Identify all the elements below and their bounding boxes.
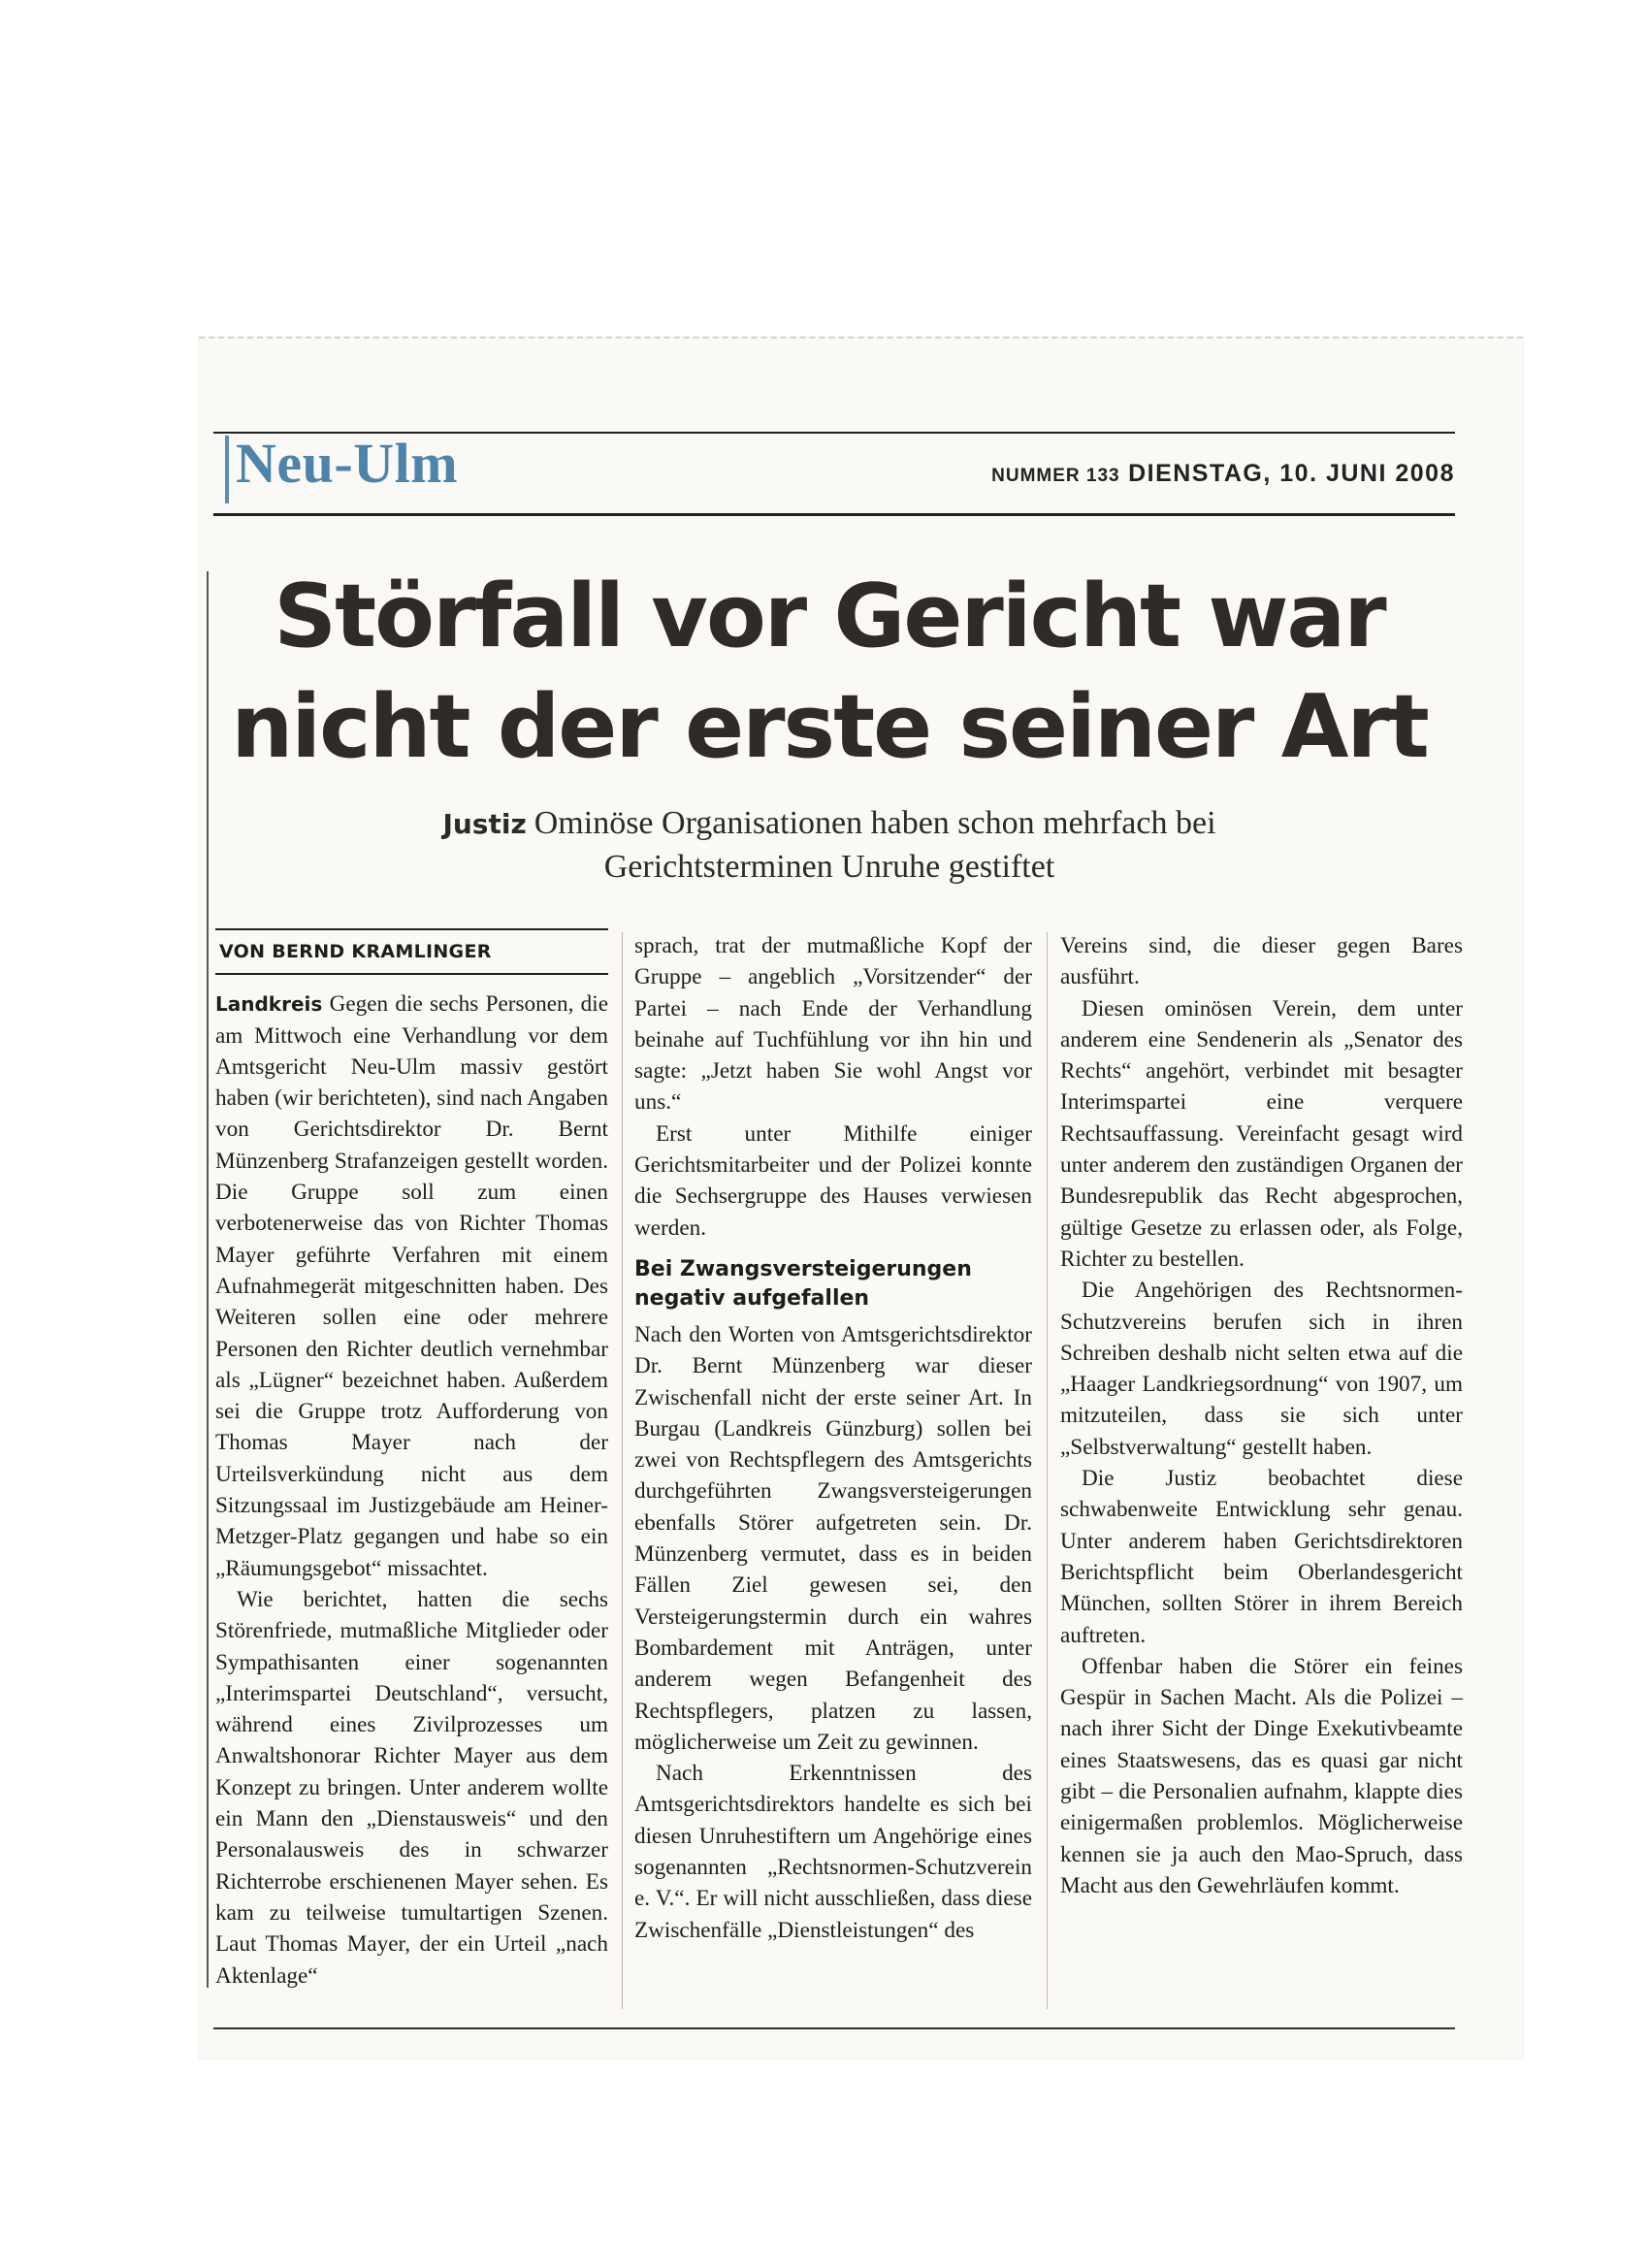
- masthead-bottom-rule: [213, 513, 1455, 516]
- issue-date: DIENSTAG, 10. JUNI 2008: [1128, 460, 1455, 487]
- subheadline-line-2: Gerichtsterminen Unruhe gestiftet: [603, 849, 1055, 885]
- byline: VON BERND KRAMLINGER: [215, 928, 608, 975]
- section-marker: [213, 436, 229, 503]
- paragraph: Nach den Worten von Amtsgerichtsdirektor Dr. Bernt Münzenberg war dieser Zwischenfall nicht der erste seiner Art. In Burgau (Landkreis Günzburg) sollen bei zwei von Rechtspflegern des Amtsgerichts durchgeführten Zwangsversteigerungen ebenfalls Störer aufgetreten sein. Dr. Münzenberg vermutet, dass es in beiden Fällen Ziel gewesen sei, den Versteigerungstermin durch ein wahres Bombardement mit Anträgen, unter anderem wegen Befangenheit des Rechtspflegers, platzen zu lassen, möglicherweise um Zeit zu gewinnen.: [634, 1321, 1032, 1755]
- paragraph-text: Gegen die sechs Personen, die am Mittwoch eine Verhandlung vor dem Amtsgericht Neu-Ulm massiv gestört haben (wir berichteten), sind nach Angaben von Gerichtsdirektor Dr. Bernt Münzenberg Strafanzeigen gestellt worden. Die Gruppe soll zum einen verbotenerweise das von Richter Thomas Mayer geführte Verfahren mit einem Aufnahmegerät mitgeschnitten haben. Des Weiteren sollen eine oder mehrere Personen den Richter deutlich vernehmbar als „Lügner“ bezeichnet haben. Außerdem sei die Gruppe trotz Aufforderung von Thomas Mayer nach der Urteilsverkündung nicht aus dem Sitzungssaal im Justizgebäude am Heiner-Metzger-Platz gegangen und habe so ein „Räumungsgebot“ missachtet.: [215, 991, 609, 1581]
- section-title: Neu-Ulm: [236, 432, 459, 495]
- paragraph: Nach Erkenntnissen des Amtsgerichtsdirektors handelte es sich bei diesen Unruhestiftern um Angehörige eines sogenannten „Rechtsnormen-Schutzverein e. V.“. Er will nicht ausschließen, dass diese Zwischenfälle „Dienstleistungen“ des: [634, 1761, 1032, 1943]
- headline-line-2: nicht der erste seiner Art: [231, 676, 1428, 778]
- paragraph: sprach, trat der mutmaßliche Kopf der Gruppe – angeblich „Vorsitzender“ der Partei – nach Ende der Verhandlung beinahe auf Tuchfühlung vor ihn hin und sagte: „Jetzt haben Sie wohl Angst vor uns.“: [634, 933, 1032, 1116]
- bottom-rule: [213, 2027, 1455, 2029]
- subheadline: [199, 802, 1460, 889]
- paragraph: Die Angehörigen des Rechtsnormen-Schutzvereins berufen sich in ihren Schreiben deshalb nicht selten etwa auf die „Haager Landkriegsordnung“ von 1907, um mitzuteilen, dass sie sich unter „Selbstverwaltung“ gestellt haben.: [1060, 1278, 1463, 1460]
- dateline: [991, 460, 1455, 488]
- column-divider: [622, 932, 623, 2009]
- paragraph: Erst unter Mithilfe einiger Gerichtsmitarbeiter und der Polizei konnte die Sechsergruppe des Hauses verwiesen werden.: [634, 1120, 1032, 1241]
- newspaper-clipping: [199, 337, 1523, 2058]
- paragraph: Offenbar haben die Störer ein feines Gespür in Sachen Macht. Als die Polizei – nach ihrer Sicht der Dinge Exekutivbeamte eines Staatswesens, das es quasi gar nicht gibt – die Personalien aufnahm, klappte dies einigermaßen problemlos. Möglicherweise kennen sie ja auch den Mao-Spruch, dass Macht aus den Gewehrläufen kommt.: [1060, 1653, 1463, 1898]
- subheadline-text-1: Ominöse Organisationen haben schon mehrfach bei: [534, 805, 1216, 841]
- paragraph: Diesen ominösen Verein, dem unter anderem eine Sendenerin als „Senator des Rechts“ angehört, verbindet mit besagter Interimspartei eine verquere Rechtsauffassung. Vereinfacht gesagt wird unter anderem den zuständigen Organen der Bundesrepublik das Recht abgesprochen, gültige Gesetze zu erlassen oder, als Folge, Richter zu bestellen.: [1060, 995, 1463, 1272]
- paragraph: Die Justiz beobachtet diese schwabenweite Entwicklung sehr genau. Unter anderem haben Gerichtsdirektoren Berichtspflicht beim Oberlandesgericht München, sollten Störer in ihrem Bereich auftreten.: [1060, 1466, 1463, 1648]
- column-divider: [1047, 932, 1048, 2009]
- paragraph: Vereins sind, die dieser gegen Bares ausführt.: [1060, 933, 1463, 990]
- crosshead: Bei Zwangsversteigerungen negativ aufgefallen: [634, 1256, 972, 1311]
- left-margin-rule: [207, 571, 209, 1988]
- article-column-3: [1060, 930, 1463, 1901]
- article-column-2: [634, 930, 1032, 1946]
- dateline-location: Landkreis: [215, 992, 323, 1017]
- headline: [199, 562, 1460, 783]
- subheadline-line-1: [199, 802, 1460, 846]
- headline-line-1: Störfall vor Gericht war: [274, 566, 1385, 667]
- issue-number: NUMMER 133: [991, 466, 1120, 486]
- paragraph: Wie berichtet, hatten die sechs Störenfriede, mutmaßliche Mitglieder oder Sympathisanten einer sogenannten „Interimspartei Deutschland“, versucht, während eines Zivilprozesses um Anwaltshonorar Richter Mayer aus dem Konzept zu bringen. Unter anderem wollte ein Mann den „Dienstausweis“ und den Personalausweis des in schwarzer Richterrobe erschienenen Mayer sehen. Es kam zu teilweise tumultartigen Szenen. Laut Thomas Mayer, der ein Urteil „nach Aktenlage“: [215, 1586, 608, 1989]
- paragraph: [215, 988, 608, 1584]
- article-column-1: [215, 928, 608, 1992]
- kicker: Justiz: [442, 808, 527, 840]
